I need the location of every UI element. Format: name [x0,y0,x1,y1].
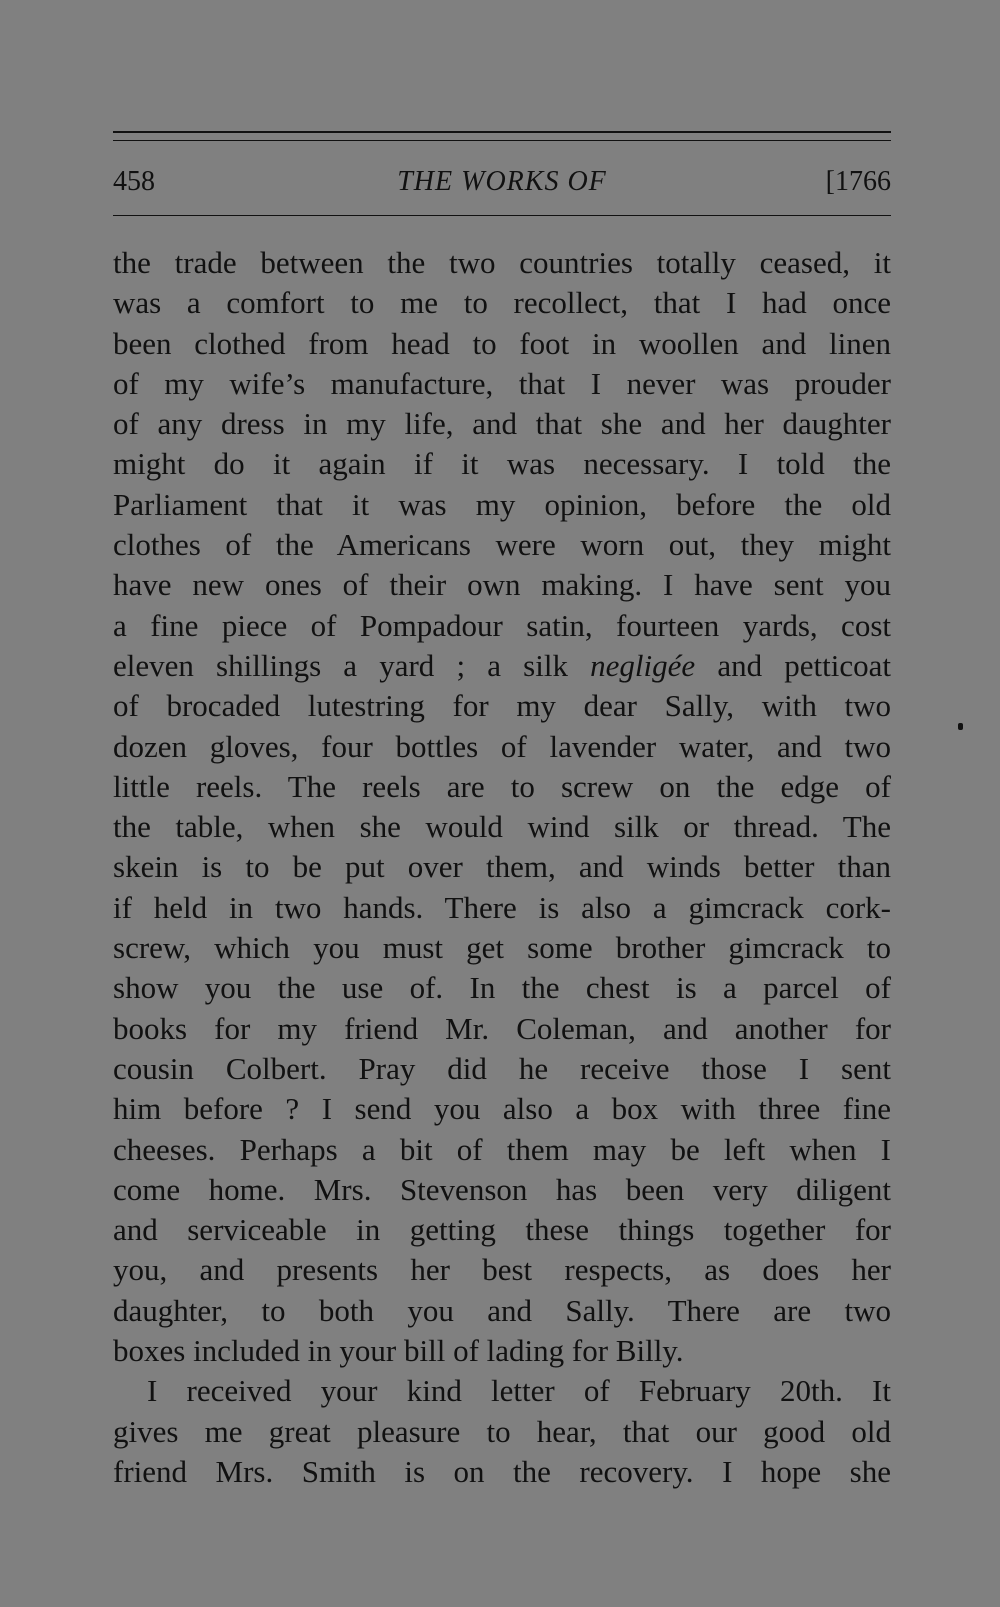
text-line: of my wife’s manufacture, that I never was prouder [113,365,891,401]
header-year: [1766 [825,166,891,197]
text-line: the trade between the two countries totally ceased, it [113,245,891,280]
text-line: friend Mrs. Smith is on the recovery. I hope she [113,1453,891,1489]
text-line: was a comfort to me to recollect, that I had once [113,285,891,321]
text-line: boxes included in your bill of lading for Billy. [113,1333,684,1369]
text-line: of brocaded lutestring for my dear Sally, with two [113,688,891,724]
body-text [113,243,891,1492]
text-line: cousin Colbert. Pray did he receive those I sent [113,1050,891,1086]
text-line: come home. Mrs. Stevenson has been very diligent [113,1171,891,1207]
text-line: might do it again if it was necessary. I told the [113,446,891,482]
text-fragment: and petticoat [717,647,891,683]
italic-word: negligée [590,647,696,683]
header-rule-second [113,140,891,141]
text-line: a fine piece of Pompadour satin, fourteen yards, cost [113,607,891,643]
text-line: books for my friend Mr. Coleman, and another for [113,1010,891,1046]
paragraph-1 [113,243,891,1371]
running-head [113,162,891,202]
paragraph-2 [113,1371,891,1492]
text-line: of any dress in my life, and that she and her daughter [113,406,891,442]
header-rule-bottom [113,215,891,216]
text-line: Parliament that it was my opinion, before the old [113,486,891,522]
text-line: cheeses. Perhaps a bit of them may be left when I [113,1131,891,1167]
book-page [113,0,891,1607]
text-fragment: eleven shillings a yard ; a silk [113,647,568,683]
text-line: if held in two hands. There is also a gimcrack cork- [113,889,891,925]
text-line: skein is to be put over them, and winds better than [113,849,891,885]
text-line: clothes of the Americans were worn out, they might [113,527,891,563]
text-line: daughter, to both you and Sally. There are two [113,1292,891,1328]
text-line: the table, when she would wind silk or thread. The [113,809,891,845]
text-line: and serviceable in getting these things together for [113,1212,891,1248]
text-line: I received your kind letter of February 20th. It [147,1373,891,1409]
text-line: little reels. The reels are to screw on the edge of [113,768,891,804]
page-number: 458 [113,166,155,197]
text-line: him before ? I send you also a box with three fine [113,1091,891,1127]
text-line: you, and presents her best respects, as does her [113,1252,891,1288]
ink-speck [958,723,963,730]
text-line: gives me great pleasure to hear, that our good old [113,1413,891,1449]
text-line: have new ones of their own making. I have sent you [113,567,891,603]
header-rule-top [113,131,891,133]
text-line: dozen gloves, four bottles of lavender water, and two [113,728,891,764]
text-line: been clothed from head to foot in woollen and linen [113,325,891,361]
text-line-with-italic [113,646,891,686]
running-title: THE WORKS OF [397,166,607,197]
text-line: show you the use of. In the chest is a parcel of [113,970,891,1006]
text-line: screw, which you must get some brother gimcrack to [113,930,891,966]
